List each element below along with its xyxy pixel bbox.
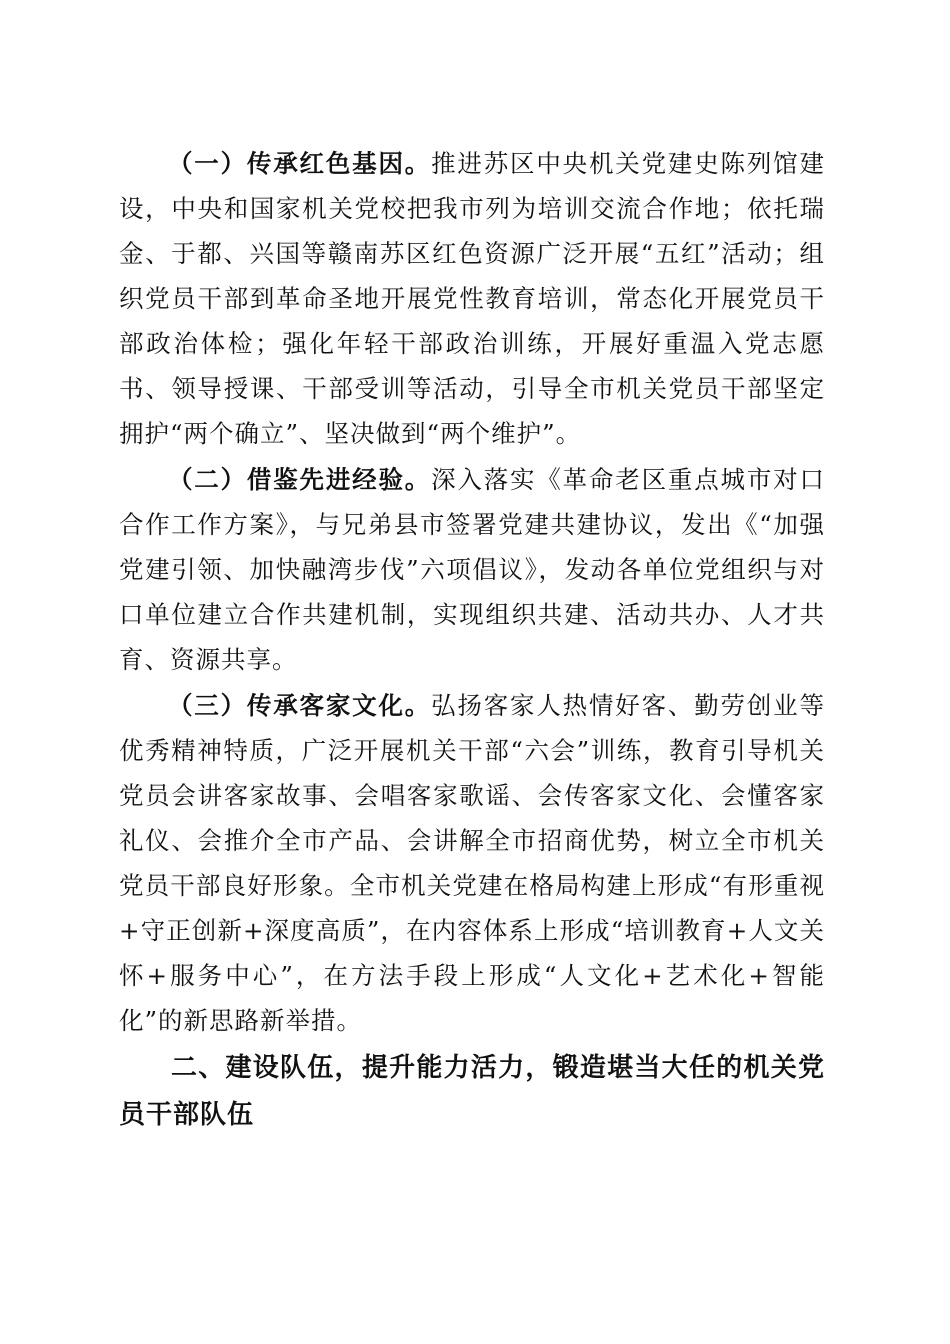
paragraph-3-text: 弘扬客家人热情好客、勤劳创业等优秀精神特质，广泛开展机关干部“六会”训练，教育引导机关党员会讲客家故事、会唱客家歌谣、会传客家文化、会懂客家礼仪、会推介全市产品、会讲解全市招商优势，树立全市机关党员干部良好形象。全市机关党建在格局构建上形成“有形重视+守正创新+深度高质”，在内容体系上形成“培训教育+人文关怀+服务中心”，在方法手段上形成“人文化+艺术化+智能化”的新思路新举措。 bbox=[119, 691, 825, 1035]
paragraph-3-lead: （三）传承客家文化。 bbox=[168, 691, 432, 720]
paragraph-2-lead: （二）借鉴先进经验。 bbox=[168, 465, 432, 494]
paragraph-3 bbox=[119, 683, 825, 1043]
paragraph-2-text: 深入落实《革命老区重点城市对口合作工作方案》，与兄弟县市签署党建共建协议，发出《“加强党建引领、加快融湾步伐”六项倡议》，发动各单位党组织与对口单位建立合作共建机制，实现组织共建、活动共办、人才共育、资源共享。 bbox=[119, 465, 825, 674]
paragraph-1-lead: （一）传承红色基因。 bbox=[168, 149, 432, 178]
paragraph-1-text: 推进苏区中央机关党建史陈列馆建设，中央和国家机关党校把我市列为培训交流合作地；依托瑞金、于都、兴国等赣南苏区红色资源广泛开展“五红”活动；组织党员干部到革命圣地开展党性教育培训，常态化开展党员干部政治体检；强化年轻干部政治训练，开展好重温入党志愿书、领导授课、干部受训等活动，引导全市机关党员干部坚定拥护“两个确立”、坚决做到“两个维护”。 bbox=[119, 149, 825, 448]
section-heading: 二、建设队伍，提升能力活力，锻造堪当大任的机关党员干部队伍 bbox=[119, 1053, 825, 1130]
document-body bbox=[119, 141, 825, 1139]
paragraph-2 bbox=[119, 457, 825, 682]
paragraph-1 bbox=[119, 141, 825, 456]
